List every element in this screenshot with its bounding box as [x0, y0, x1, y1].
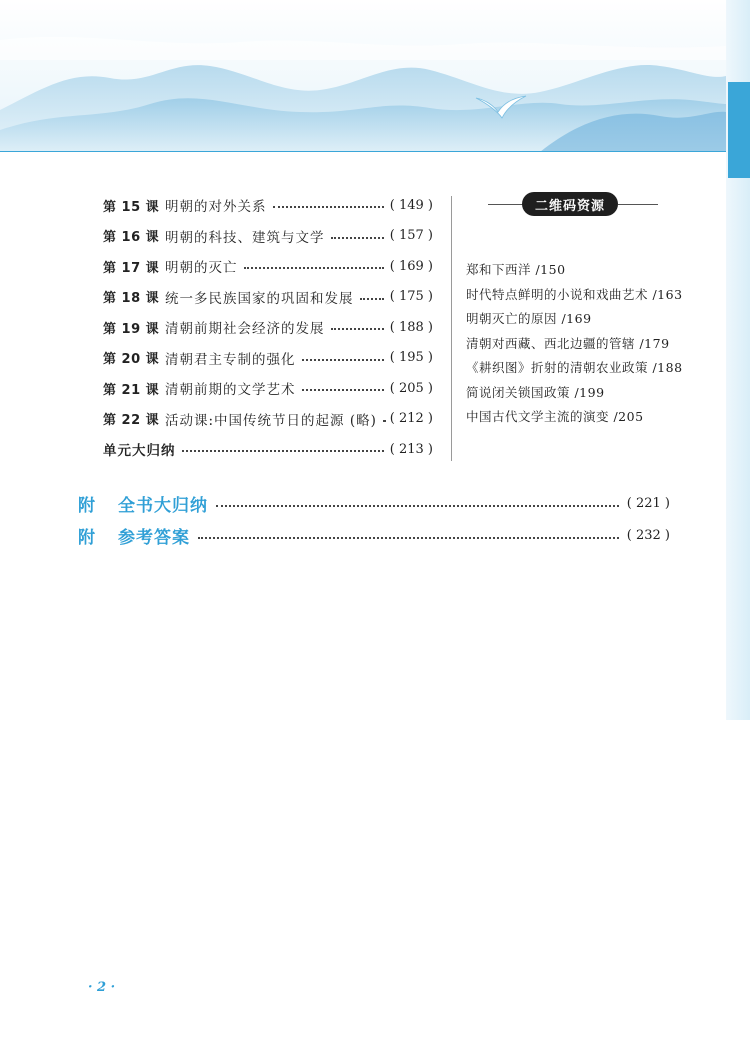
dot-leader	[302, 389, 384, 391]
appendix-mark: 附	[78, 527, 95, 548]
toc-row[interactable]	[103, 343, 433, 374]
page-ref: ( 175 )	[389, 289, 433, 305]
toc-row[interactable]	[103, 373, 433, 404]
page-ref: ( 195 )	[389, 350, 433, 366]
lesson-title: 清朝前期的文学艺术	[165, 382, 296, 399]
lesson-number: 第 22 课	[103, 413, 160, 429]
dot-leader	[331, 237, 384, 239]
toc-list	[103, 190, 433, 465]
toc-row[interactable]	[103, 251, 433, 282]
dot-leader	[273, 206, 384, 208]
lesson-title: 明朝的对外关系	[165, 199, 267, 216]
page-ref: ( 212 )	[389, 411, 433, 427]
toc-row[interactable]	[103, 221, 433, 252]
dot-leader	[244, 267, 384, 269]
appendix-mark: 附	[78, 495, 95, 516]
lesson-title: 明朝的科技、建筑与文学	[165, 229, 325, 246]
toc-row[interactable]	[103, 282, 433, 313]
lesson-number: 第 20 课	[103, 352, 160, 368]
lesson-number: 第 19 课	[103, 321, 160, 337]
page-ref: ( 205 )	[389, 380, 433, 396]
dot-leader	[198, 537, 619, 539]
qr-resource-item[interactable]: 中国古代文学主流的演变 /205	[466, 409, 644, 424]
lesson-title: 清朝前期社会经济的发展	[165, 321, 325, 338]
page-number: · 2 ·	[88, 980, 116, 995]
page-ref: ( 213 )	[389, 441, 433, 457]
dot-leader	[360, 298, 384, 300]
dot-leader	[383, 420, 384, 422]
lesson-title: 统一多民族国家的巩固和发展	[165, 290, 354, 307]
lesson-title: 活动课:中国传统节日的起源 (略)	[165, 412, 377, 429]
qr-resource-item[interactable]: 简说闭关锁国政策 /199	[466, 384, 605, 400]
lesson-title: 明朝的灭亡	[165, 260, 238, 277]
qr-resource-item[interactable]: 郑和下西洋 /150	[466, 262, 566, 277]
appendix-title: 全书大归纳	[118, 495, 208, 516]
qr-resource-item[interactable]: 明朝灭亡的原因 /169	[466, 311, 592, 326]
page-ref: ( 232 )	[626, 527, 670, 543]
heading-rule-right	[618, 204, 658, 205]
qr-resource-list	[466, 258, 706, 430]
page-ref: ( 169 )	[389, 258, 433, 274]
toc-row[interactable]	[103, 190, 433, 221]
dot-leader	[302, 359, 384, 361]
header-rule	[0, 151, 726, 152]
column-divider	[451, 196, 452, 461]
dot-leader	[182, 450, 384, 452]
toc-row[interactable]	[103, 404, 433, 435]
qr-heading	[466, 192, 666, 222]
lesson-number: 第 21 课	[103, 382, 160, 398]
lesson-number: 第 18 课	[103, 291, 160, 307]
page-ref: ( 157 )	[389, 228, 433, 244]
side-tab	[728, 82, 750, 178]
appendix-entry[interactable]	[78, 488, 670, 518]
lesson-number: 第 16 课	[103, 230, 160, 246]
appendix-entry[interactable]	[78, 520, 670, 550]
qr-resource-item[interactable]: 时代特点鲜明的小说和戏曲艺术 /163	[466, 286, 683, 302]
unit-summary-title: 单元大归纳	[103, 443, 176, 460]
page-ref: ( 221 )	[626, 495, 670, 511]
qr-resources-panel	[466, 192, 683, 424]
lesson-number: 第 17 课	[103, 260, 160, 276]
toc-row[interactable]	[103, 312, 433, 343]
qr-resource-item[interactable]: 《耕织图》折射的清朝农业政策 /188	[466, 360, 683, 375]
qr-heading-badge: 二维码资源	[522, 192, 618, 216]
page-ref: ( 188 )	[389, 319, 433, 335]
appendix-title: 参考答案	[118, 527, 190, 548]
dot-leader	[331, 328, 384, 330]
lesson-number: 第 15 课	[103, 199, 160, 215]
header-landscape-illustration	[0, 0, 750, 152]
toc-row-summary[interactable]	[103, 434, 433, 465]
page-ref: ( 149 )	[389, 197, 433, 213]
dot-leader	[216, 505, 619, 507]
qr-resource-item[interactable]: 清朝对西藏、西北边疆的管辖 /179	[466, 335, 670, 351]
lesson-title: 清朝君主专制的强化	[165, 351, 296, 368]
